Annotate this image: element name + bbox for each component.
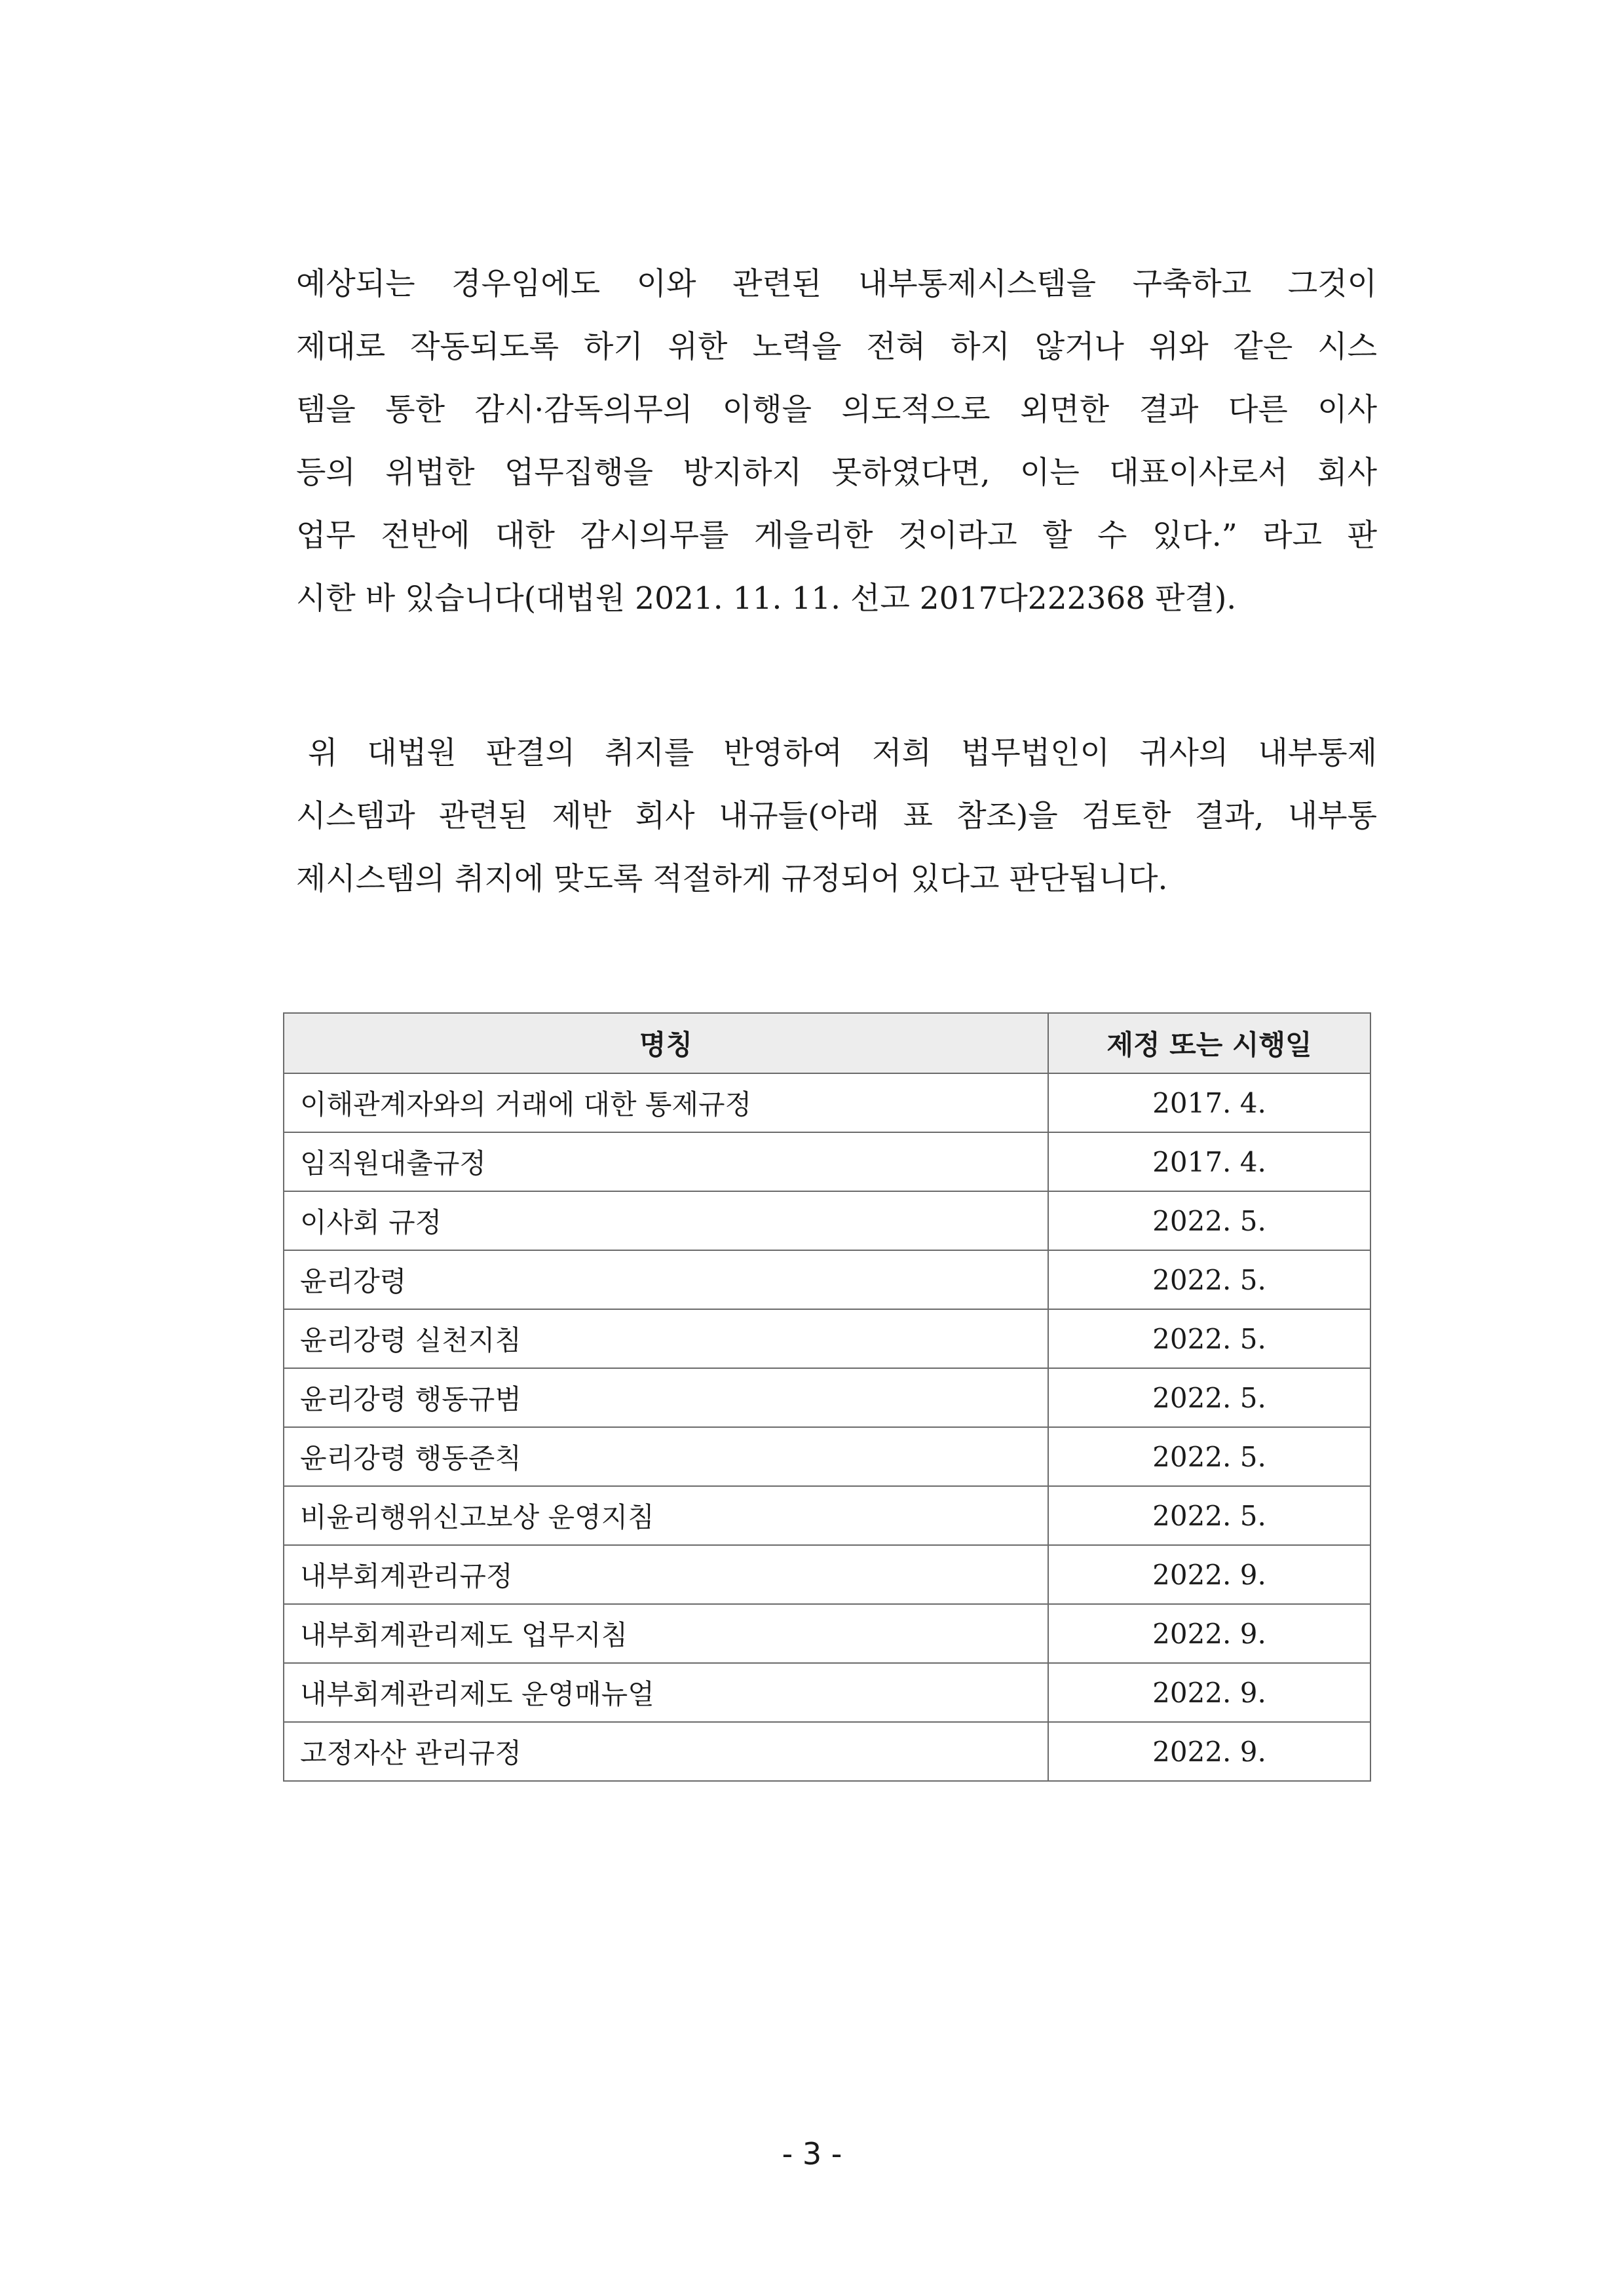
paragraph-line: 시한 바 있습니다(대법원 2021. 11. 11. 선고 2017다222368 판결). xyxy=(296,581,1237,617)
paragraph-line: 등의 위법한 업무집행을 방지하지 못하였다면, 이는 대표이사로서 회사 xyxy=(296,455,1377,491)
paragraph-line: 제시스템의 취지에 맞도록 적절하게 규정되어 있다고 판단됩니다. xyxy=(296,861,1168,897)
regulation-date-cell: 2022. 9. xyxy=(1048,1545,1370,1604)
regulation-date-cell: 2022. 5. xyxy=(1048,1486,1370,1545)
body-paragraph-1 xyxy=(296,253,1377,630)
regulation-name-cell: 윤리강령 실천지침 xyxy=(284,1309,1048,1368)
regulation-date-cell: 2022. 9. xyxy=(1048,1663,1370,1722)
paragraph-line: 업무 전반에 대한 감시의무를 게을리한 것이라고 할 수 있다.” 라고 판 xyxy=(296,518,1377,554)
regulation-date-cell: 2022. 5. xyxy=(1048,1427,1370,1486)
body-paragraph-2 xyxy=(296,722,1377,911)
page-number: - 3 - xyxy=(782,2136,842,2172)
regulation-date-cell: 2022. 5. xyxy=(1048,1250,1370,1309)
table-row xyxy=(284,1368,1370,1427)
paragraph-line: 예상되는 경우임에도 이와 관련된 내부통제시스템을 구축하고 그것이 xyxy=(296,266,1377,302)
table-row xyxy=(284,1663,1370,1722)
column-header-name: 명칭 xyxy=(284,1013,1048,1073)
regulation-name-cell: 이사회 규정 xyxy=(284,1191,1048,1250)
table-row xyxy=(284,1604,1370,1663)
paragraph-line: 시스템과 관련된 제반 회사 내규들(아래 표 참조)을 검토한 결과, 내부통 xyxy=(296,798,1377,834)
table-row xyxy=(284,1073,1370,1132)
table-row xyxy=(284,1250,1370,1309)
regulation-date-cell: 2022. 9. xyxy=(1048,1722,1370,1781)
table-row xyxy=(284,1309,1370,1368)
table-row xyxy=(284,1427,1370,1486)
paragraph-line: 제대로 작동되도록 하기 위한 노력을 전혀 하지 않거나 위와 같은 시스 xyxy=(296,329,1377,365)
regulation-date-cell: 2017. 4. xyxy=(1048,1132,1370,1191)
regulation-name-cell: 이해관계자와의 거래에 대한 통제규정 xyxy=(284,1073,1048,1132)
regulation-name-cell: 임직원대출규정 xyxy=(284,1132,1048,1191)
table-header-row xyxy=(284,1013,1370,1073)
regulation-name-cell: 내부회계관리제도 운영매뉴얼 xyxy=(284,1663,1048,1722)
regulation-name-cell: 윤리강령 행동준칙 xyxy=(284,1427,1048,1486)
paragraph-line: 위 대법원 판결의 취지를 반영하여 저희 법무법인이 귀사의 내부통제 xyxy=(308,735,1377,771)
regulation-name-cell: 윤리강령 xyxy=(284,1250,1048,1309)
regulation-date-cell: 2022. 5. xyxy=(1048,1368,1370,1427)
regulation-date-cell: 2022. 9. xyxy=(1048,1604,1370,1663)
table-row xyxy=(284,1722,1370,1781)
regulations-table xyxy=(283,1012,1371,1782)
regulation-name-cell: 고정자산 관리규정 xyxy=(284,1722,1048,1781)
table-row xyxy=(284,1132,1370,1191)
regulation-name-cell: 내부회계관리규정 xyxy=(284,1545,1048,1604)
regulation-name-cell: 윤리강령 행동규범 xyxy=(284,1368,1048,1427)
regulation-name-cell: 내부회계관리제도 업무지침 xyxy=(284,1604,1048,1663)
paragraph-line: 템을 통한 감시·감독의무의 이행을 의도적으로 외면한 결과 다른 이사 xyxy=(296,392,1377,428)
table-row xyxy=(284,1545,1370,1604)
regulation-date-cell: 2022. 5. xyxy=(1048,1309,1370,1368)
regulation-date-cell: 2017. 4. xyxy=(1048,1073,1370,1132)
column-header-date: 제정 또는 시행일 xyxy=(1048,1013,1370,1073)
table-row xyxy=(284,1191,1370,1250)
regulation-date-cell: 2022. 5. xyxy=(1048,1191,1370,1250)
regulation-name-cell: 비윤리행위신고보상 운영지침 xyxy=(284,1486,1048,1545)
table-row xyxy=(284,1486,1370,1545)
